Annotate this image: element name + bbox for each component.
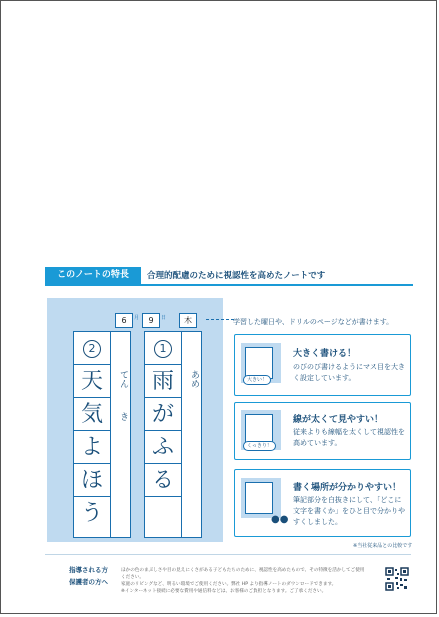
- comparison-note: ※当社従来品との比較です: [353, 543, 413, 549]
- feature-tag: くっきり！: [243, 441, 276, 451]
- ruby-text: あめ: [189, 370, 199, 388]
- char-cell: [145, 497, 181, 530]
- feature-thumbnail: [241, 478, 281, 518]
- feature-title: 線が太くて見やすい！: [293, 415, 384, 425]
- feature-box-1: [234, 334, 411, 396]
- footer-divider: [45, 554, 411, 555]
- char-cell: 気: [74, 398, 110, 431]
- feature-title: 大きく書ける！: [293, 349, 357, 359]
- ruby-column: [181, 332, 201, 537]
- column-number: 1: [145, 332, 181, 365]
- footer-text: ほかの色のまぶしさや目の見えにくさがある子どもたちのために、視認性を高めたもので、その特徴を活かしてご使用ください。 家庭のリビングなど、明るい環境でご使用ください。弊社 HP より指導ノートのダウンロードできます。 ※インターネット接続に必要な費用や通信料などは、お客様のご負担となります。ご了承ください。: [121, 568, 365, 594]
- feature-desc: のびのび書けるようにマス目を大きく設定しています。: [293, 363, 405, 382]
- char-cell: が: [145, 398, 181, 431]
- ruby-text: き: [118, 412, 128, 421]
- char-cell: る: [145, 464, 181, 497]
- section-label: このノートの特長: [45, 267, 141, 284]
- pointer-dash: [206, 319, 234, 320]
- month-unit: 月: [134, 315, 140, 321]
- column-number: 2: [74, 332, 110, 365]
- feature-desc: 従来よりも線幅を太くして視認性を高めています。: [293, 428, 405, 447]
- eyes-icon: ●●: [271, 514, 289, 525]
- writing-column-2: [73, 331, 131, 538]
- weekday-box: 木: [179, 313, 197, 328]
- day-box: 9: [142, 313, 160, 328]
- feature-title: 書く場所が分かりやすい！: [293, 483, 402, 493]
- qr-code-icon[interactable]: [385, 567, 409, 591]
- header-rule: [45, 284, 413, 286]
- feature-box-2: [234, 402, 411, 460]
- ruby-column: [110, 332, 130, 537]
- feature-box-3: [234, 469, 411, 537]
- char-cell: ほ: [74, 464, 110, 497]
- date-tip: 学習した曜日や、ドリルのページなどが書けます。: [233, 318, 394, 326]
- char-cell: う: [80, 501, 103, 526]
- day-unit: 日: [161, 315, 167, 321]
- char-cell: 雨: [145, 365, 181, 398]
- month-box: 6: [115, 313, 133, 328]
- feature-tag: 大きい！: [243, 375, 271, 385]
- writing-column-1: [144, 331, 202, 538]
- section-title: 合理的配慮のために視認性を高めたノートです: [147, 271, 326, 281]
- char-cell: ふ: [145, 431, 181, 464]
- char-cell: 天: [74, 365, 110, 398]
- footer-label: 指導される方 保護者の方へ: [69, 566, 108, 586]
- char-cell: よ: [74, 431, 110, 464]
- feature-desc: 筆記部分を白抜きにして、「どこに文字を書くか」をひと目で分かりやすくしました。: [293, 496, 405, 526]
- ruby-text: てん: [118, 370, 128, 388]
